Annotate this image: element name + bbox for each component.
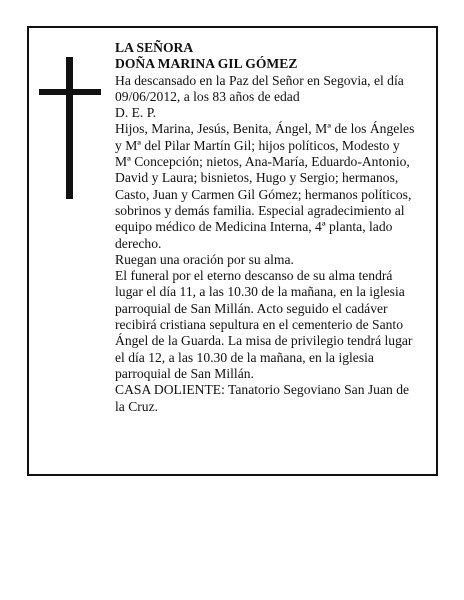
rest-in-peace: D. E. P.: [115, 105, 157, 121]
mourning-house: CASA DOLIENTE: Tanatorio Segoviano San Juan de la Cruz.: [115, 382, 410, 414]
funeral-details: El funeral por el eterno descanso de su alma tendrá lugar el día 11, a las 10.30 de la mañana, en la iglesia parroquial de San Millán. Acto seguido el cadáver recibirá cristiana sepultura en el cementerio de Santo Ángel de la Guarda. La misa de privilegio tendrá lugar el día 12, a las 10.30 de la mañana, en la iglesia parroquial de San Millán.: [115, 268, 413, 381]
cross-icon: [39, 57, 101, 199]
obituary-notice: [27, 26, 438, 476]
family-list: Hijos, Marina, Jesús, Benita, Ángel, Mª de los Ángeles y Mª del Pilar Martín Gil; hijos políticos, Modesto y Mª Concepción; nietos, Ana-María, Eduardo-Antonio, David y Laura; bisnietos, Hugo y Sergio; hermanos, Casto, Juan y Carmen Gil Gómez; hermanos políticos, sobrinos y demás familia. Especial agradecimiento al equipo médico de Medicina Interna, 4ª planta, lado derecho.: [115, 121, 415, 251]
death-announcement: Ha descansado en la Paz del Señor en Segovia, el día 09/06/2012, a los 83 años de edad: [115, 72, 404, 104]
cross-vertical-bar: [66, 57, 73, 199]
prayer-request: Ruegan una oración por su alma.: [115, 251, 294, 267]
notice-title: LA SEÑORA: [115, 40, 194, 55]
notice-text: [115, 40, 416, 415]
deceased-name: DOÑA MARINA GIL GÓMEZ: [115, 56, 298, 72]
cross-horizontal-bar: [39, 89, 101, 95]
